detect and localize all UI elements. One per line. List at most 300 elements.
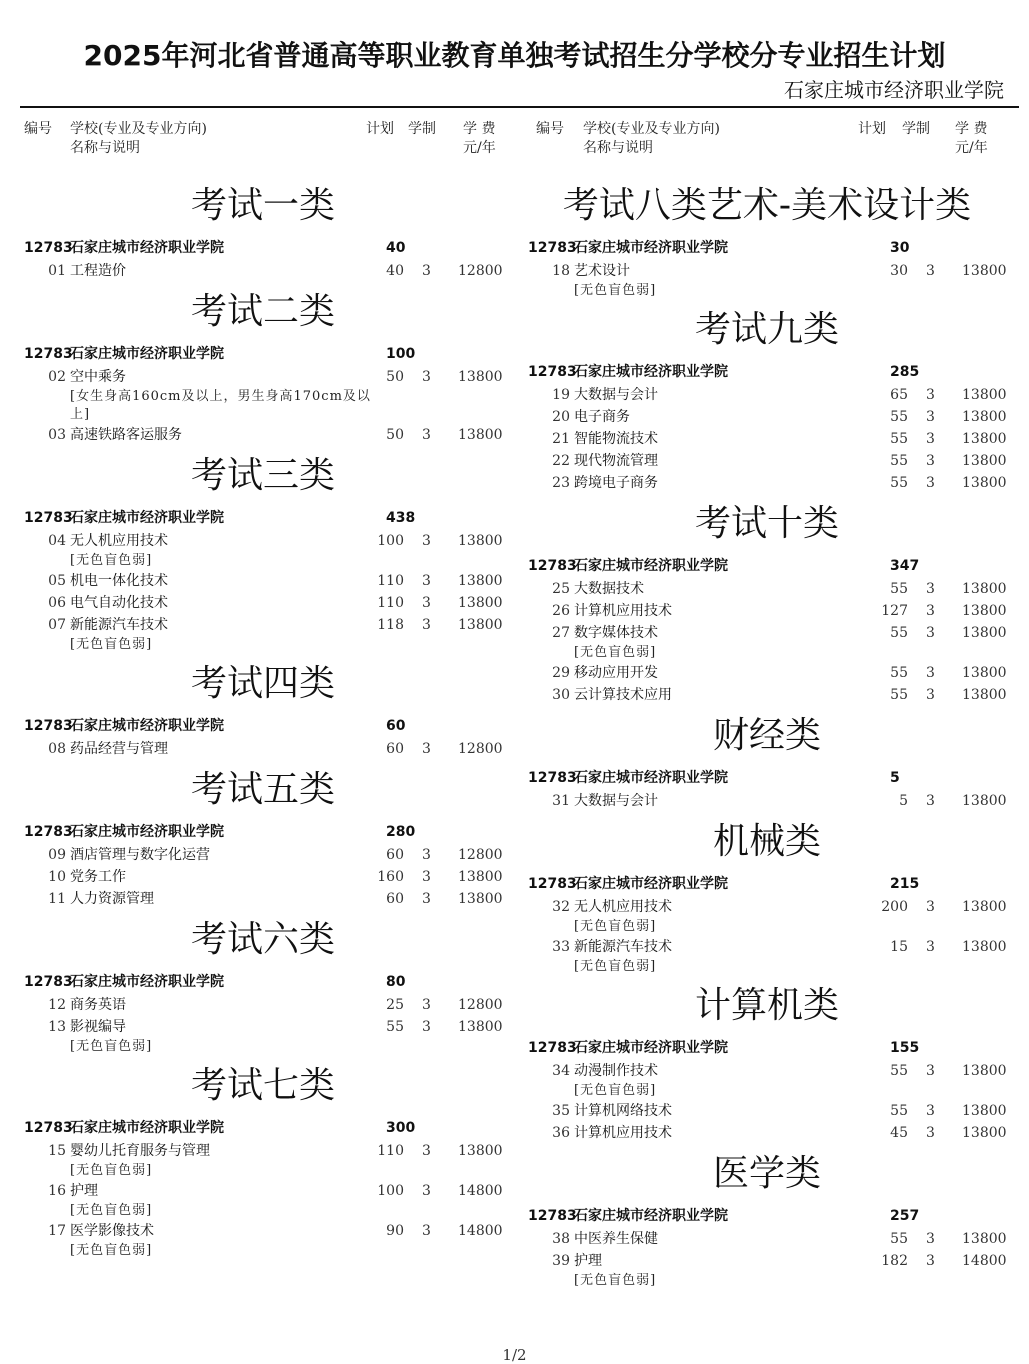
major-plan: 5 [899,793,908,809]
major-number: 07 [48,617,66,633]
major-plan: 55 [890,581,908,597]
major-number: 21 [552,431,570,447]
major-plan: 65 [890,387,908,403]
major-name: 中医养生保健 [574,1231,658,1247]
major-note: [女生身高160cm及以上，男生身高170cm及以上] [70,389,371,422]
school-code: 12783 [528,558,577,574]
header-school-right [583,120,720,158]
major-note: [无色盲色弱] [70,1203,153,1218]
major-years: 3 [926,899,935,915]
major-years: 3 [926,409,935,425]
major-number: 38 [552,1231,570,1247]
major-plan: 55 [890,453,908,469]
category-section [20,282,506,446]
school-row [20,342,506,366]
major-name: 酒店管理与数字化运营 [70,847,210,863]
major-fee: 12800 [458,263,503,279]
header-fee-line2: 元/年 [955,140,988,156]
school-code: 12783 [24,510,73,526]
major-row [524,684,1010,706]
major-fee: 13800 [458,891,503,907]
major-row [524,936,1010,958]
major-row [524,472,1010,494]
major-name: 计算机应用技术 [574,1125,672,1141]
major-plan: 55 [386,1019,404,1035]
category-section [524,1144,1010,1290]
major-fee: 13800 [962,581,1007,597]
category-heading: 考试三类 [190,455,335,496]
major-number: 23 [552,475,570,491]
major-number: 01 [48,263,66,279]
school-code: 12783 [24,346,73,362]
category-heading: 考试六类 [190,919,335,960]
school-total-plan: 300 [386,1120,416,1136]
school-name: 石家庄城市经济职业学院 [70,718,224,734]
school-name: 石家庄城市经济职业学院 [574,876,728,892]
major-plan: 55 [890,409,908,425]
major-name: 艺术设计 [574,263,630,279]
major-years: 3 [422,263,431,279]
category-heading: 医学类 [712,1153,821,1194]
major-years: 3 [422,1223,431,1239]
major-name: 无人机应用技术 [574,899,672,915]
school-total-plan: 285 [890,364,920,380]
major-plan: 127 [881,603,908,619]
major-number: 09 [48,847,66,863]
major-years: 3 [422,427,431,443]
header-years: 学制 [408,121,436,137]
category-heading: 考试八类艺术-美术设计类 [562,185,972,226]
header-rule [20,106,1019,108]
category-heading: 考试四类 [190,663,335,704]
header-fee-line1: 学 费 [463,121,496,137]
major-fee: 12800 [458,997,503,1013]
school-row [524,360,1010,384]
major-row [20,424,506,446]
major-plan: 100 [377,533,404,549]
major-name: 移动应用开发 [574,665,658,681]
major-row [20,888,506,910]
major-fee: 13800 [962,625,1007,641]
major-note: [无色盲色弱] [70,1163,153,1178]
school-name: 石家庄城市经济职业学院 [70,1120,224,1136]
category-heading: 考试七类 [190,1065,335,1106]
school-total-plan: 30 [890,240,910,256]
major-name: 电子商务 [574,409,630,425]
major-years: 3 [422,741,431,757]
school-total-plan: 100 [386,346,416,362]
school-name: 石家庄城市经济职业学院 [70,974,224,990]
header-school-line2: 名称与说明 [583,140,653,156]
major-name: 高速铁路客运服务 [70,427,182,443]
school-total-plan: 438 [386,510,416,526]
major-number: 08 [48,741,66,757]
header-plan: 计划 [366,121,394,137]
major-fee: 13800 [962,687,1007,703]
category-section [20,176,506,282]
major-fee: 13800 [962,603,1007,619]
category-heading: 考试一类 [190,185,335,226]
major-row [524,1228,1010,1250]
school-total-plan: 215 [890,876,920,892]
left-column [20,176,506,1260]
major-row [524,600,1010,622]
major-plan: 90 [386,1223,404,1239]
major-plan: 100 [377,1183,404,1199]
major-fee: 13800 [962,263,1007,279]
major-plan: 55 [890,431,908,447]
major-fee: 13800 [962,1125,1007,1141]
major-plan: 55 [890,625,908,641]
major-row [20,1016,506,1038]
major-plan: 200 [881,899,908,915]
major-note: [无色盲色弱] [70,637,153,652]
major-plan: 55 [890,475,908,491]
major-name: 新能源汽车技术 [70,617,168,633]
major-name: 计算机应用技术 [574,603,672,619]
category-section [524,300,1010,494]
major-years: 3 [926,475,935,491]
school-row [20,714,506,738]
header-school-line2: 名称与说明 [70,140,140,156]
header-fee-right [955,120,988,158]
category-section [20,910,506,1056]
major-row [20,1180,506,1202]
school-total-plan: 5 [890,770,900,786]
major-years: 3 [422,1019,431,1035]
major-plan: 55 [890,687,908,703]
major-note: [无色盲色弱] [574,1273,657,1288]
major-fee: 13800 [962,1063,1007,1079]
major-note: [无色盲色弱] [574,645,657,660]
school-code: 12783 [24,1120,73,1136]
major-row [524,428,1010,450]
header-school [70,120,207,158]
header-years-right: 学制 [902,121,930,137]
major-number: 30 [552,687,570,703]
school-total-plan: 60 [386,718,406,734]
page-title: 2025年河北省普通高等职业教育单独考试招生分学校分专业招生计划 [83,39,946,72]
major-fee: 13800 [962,387,1007,403]
major-row [20,614,506,636]
major-number: 05 [48,573,66,589]
major-years: 3 [422,869,431,885]
major-name: 人力资源管理 [70,891,154,907]
major-row [524,790,1010,812]
school-total-plan: 257 [890,1208,920,1224]
major-row [20,592,506,614]
major-name: 空中乘务 [70,369,126,385]
major-years: 3 [422,369,431,385]
category-heading: 考试十类 [694,503,839,544]
major-name: 无人机应用技术 [70,533,168,549]
major-name: 商务英语 [70,997,126,1013]
major-years: 3 [926,1253,935,1269]
major-number: 31 [552,793,570,809]
major-row [20,366,506,388]
header-fee-line1: 学 费 [955,121,988,137]
major-years: 3 [926,1063,935,1079]
major-fee: 13800 [458,427,503,443]
major-number: 35 [552,1103,570,1119]
major-row [524,406,1010,428]
school-name: 石家庄城市经济职业学院 [574,1208,728,1224]
major-number: 06 [48,595,66,611]
category-section [524,976,1010,1144]
major-number: 15 [48,1143,66,1159]
major-fee: 13800 [962,939,1007,955]
major-name: 云计算技术应用 [574,687,672,703]
major-name: 护理 [574,1253,602,1269]
major-name: 护理 [70,1183,98,1199]
category-section [20,760,506,910]
major-number: 11 [48,891,66,907]
school-name: 石家庄城市经济职业学院 [574,364,728,380]
school-row [20,506,506,530]
category-heading: 考试二类 [190,291,335,332]
major-name: 大数据与会计 [574,793,658,809]
major-years: 3 [926,687,935,703]
category-section [20,654,506,760]
school-code: 12783 [24,718,73,734]
major-fee: 13800 [458,595,503,611]
header-code: 编号 [24,121,52,137]
major-name: 现代物流管理 [574,453,658,469]
major-row [20,994,506,1016]
major-row [20,844,506,866]
category-section [524,706,1010,812]
major-name: 大数据与会计 [574,387,658,403]
major-fee: 13800 [962,453,1007,469]
major-number: 36 [552,1125,570,1141]
major-plan: 25 [386,997,404,1013]
major-years: 3 [422,997,431,1013]
school-name: 石家庄城市经济职业学院 [70,510,224,526]
major-fee: 13800 [458,1143,503,1159]
school-total-plan: 80 [386,974,406,990]
major-years: 3 [422,891,431,907]
school-total-plan: 40 [386,240,406,256]
major-plan: 15 [890,939,908,955]
major-name: 党务工作 [70,869,126,885]
major-row [20,738,506,760]
major-number: 29 [552,665,570,681]
major-row [20,260,506,282]
school-code: 12783 [24,240,73,256]
major-fee: 13800 [458,369,503,385]
header-plan-right: 计划 [858,121,886,137]
school-row [524,1036,1010,1060]
major-plan: 55 [890,665,908,681]
major-years: 3 [422,1143,431,1159]
major-number: 20 [552,409,570,425]
major-plan: 160 [377,869,404,885]
major-fee: 13800 [962,475,1007,491]
major-row [524,1100,1010,1122]
major-years: 3 [422,1183,431,1199]
header-school-line1: 学校(专业及专业方向) [583,121,720,137]
major-note: [无色盲色弱] [70,1243,153,1258]
category-heading: 考试五类 [190,769,335,810]
major-name: 动漫制作技术 [574,1063,658,1079]
major-plan: 60 [386,891,404,907]
major-years: 3 [926,1103,935,1119]
major-name: 工程造价 [70,263,126,279]
major-years: 3 [926,431,935,447]
major-fee: 13800 [962,793,1007,809]
school-row [20,970,506,994]
major-plan: 110 [377,573,404,589]
major-fee: 13800 [458,869,503,885]
major-number: 04 [48,533,66,549]
school-code: 12783 [528,1040,577,1056]
header-code-right: 编号 [536,121,564,137]
major-row [524,260,1010,282]
category-heading: 考试九类 [694,309,839,350]
major-plan: 45 [890,1125,908,1141]
school-row [20,820,506,844]
major-plan: 182 [881,1253,908,1269]
major-name: 大数据技术 [574,581,644,597]
major-row [20,570,506,592]
major-plan: 55 [890,1231,908,1247]
major-name: 新能源汽车技术 [574,939,672,955]
major-fee: 14800 [458,1223,503,1239]
major-row [524,1250,1010,1272]
school-row [524,236,1010,260]
major-years: 3 [422,533,431,549]
major-fee: 14800 [962,1253,1007,1269]
header-fee-line2: 元/年 [463,140,496,156]
school-name: 石家庄城市经济职业学院 [574,1040,728,1056]
major-number: 10 [48,869,66,885]
major-plan: 30 [890,263,908,279]
major-plan: 110 [377,595,404,611]
major-plan: 50 [386,427,404,443]
major-row [524,384,1010,406]
school-name: 石家庄城市经济职业学院 [70,240,224,256]
category-section [524,176,1010,300]
school-subtitle: 石家庄城市经济职业学院 [784,78,1004,102]
major-row [20,530,506,552]
major-years: 3 [422,617,431,633]
major-name: 机电一体化技术 [70,573,168,589]
category-section [20,1056,506,1260]
school-code: 12783 [528,876,577,892]
category-section [524,494,1010,706]
major-number: 17 [48,1223,66,1239]
category-heading: 计算机类 [694,985,839,1026]
major-row [20,1220,506,1242]
major-years: 3 [422,595,431,611]
major-name: 药品经营与管理 [70,741,168,757]
major-plan: 40 [386,263,404,279]
school-name: 石家庄城市经济职业学院 [574,770,728,786]
school-code: 12783 [528,240,577,256]
major-years: 3 [926,625,935,641]
major-number: 16 [48,1183,66,1199]
major-name: 电气自动化技术 [70,595,168,611]
major-name: 计算机网络技术 [574,1103,672,1119]
major-fee: 14800 [458,1183,503,1199]
major-fee: 13800 [962,899,1007,915]
major-fee: 13800 [962,1231,1007,1247]
major-years: 3 [926,453,935,469]
major-number: 27 [552,625,570,641]
major-row [524,896,1010,918]
major-number: 12 [48,997,66,1013]
major-number: 26 [552,603,570,619]
header-school-line1: 学校(专业及专业方向) [70,121,207,137]
major-number: 19 [552,387,570,403]
school-row [524,1204,1010,1228]
major-plan: 110 [377,1143,404,1159]
major-years: 3 [926,263,935,279]
major-row [524,450,1010,472]
major-plan: 60 [386,741,404,757]
school-code: 12783 [24,974,73,990]
major-note: [无色盲色弱] [574,283,657,298]
major-years: 3 [926,387,935,403]
major-years: 3 [926,581,935,597]
major-fee: 12800 [458,741,503,757]
school-row [524,872,1010,896]
major-number: 34 [552,1063,570,1079]
major-name: 跨境电子商务 [574,475,658,491]
school-code: 12783 [528,1208,577,1224]
major-number: 25 [552,581,570,597]
major-plan: 55 [890,1063,908,1079]
major-name: 智能物流技术 [574,431,658,447]
major-row [524,578,1010,600]
major-number: 22 [552,453,570,469]
major-fee: 12800 [458,847,503,863]
school-row [20,1116,506,1140]
major-years: 3 [926,939,935,955]
major-fee: 13800 [962,665,1007,681]
major-fee: 13800 [458,573,503,589]
major-number: 18 [552,263,570,279]
major-name: 数字媒体技术 [574,625,658,641]
major-fee: 13800 [962,431,1007,447]
major-name: 婴幼儿托育服务与管理 [70,1143,210,1159]
major-note: [无色盲色弱] [574,959,657,974]
major-row [20,866,506,888]
school-name: 石家庄城市经济职业学院 [70,346,224,362]
major-years: 3 [926,603,935,619]
major-number: 39 [552,1253,570,1269]
major-number: 02 [48,369,66,385]
category-heading: 财经类 [712,715,821,756]
school-row [524,554,1010,578]
major-note: [无色盲色弱] [70,1039,153,1054]
major-fee: 13800 [962,1103,1007,1119]
major-number: 32 [552,899,570,915]
major-row [524,662,1010,684]
page-number: 1/2 [502,1346,527,1364]
major-plan: 60 [386,847,404,863]
school-code: 12783 [528,364,577,380]
major-name: 影视编导 [70,1019,126,1035]
major-row [524,622,1010,644]
major-years: 3 [926,793,935,809]
major-years: 3 [422,847,431,863]
major-number: 33 [552,939,570,955]
major-note: [无色盲色弱] [70,553,153,568]
school-name: 石家庄城市经济职业学院 [574,558,728,574]
major-plan: 118 [377,617,404,633]
major-fee: 13800 [962,409,1007,425]
